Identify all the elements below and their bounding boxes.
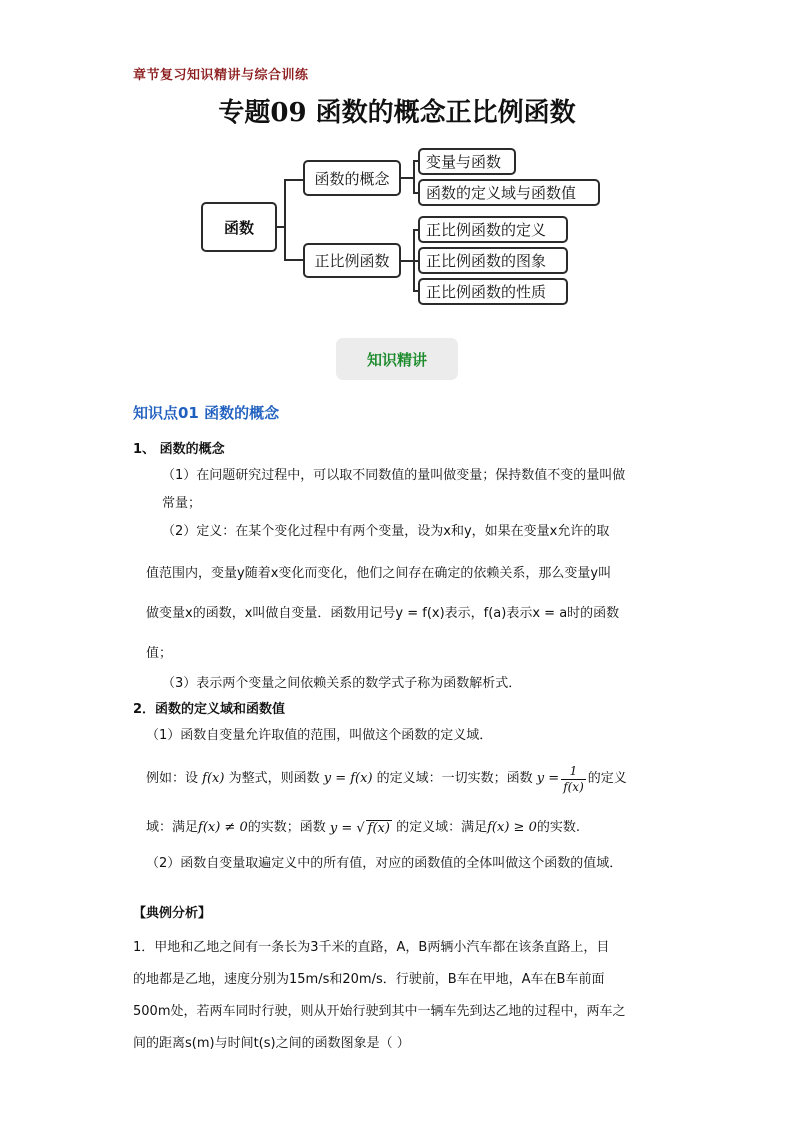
item-title: 1、 函数的概念 — [133, 442, 225, 457]
paragraph-line: （2）函数自变量取遍定义中的所有值，对应的函数值的全体叫做这个函数的值域． — [146, 856, 623, 871]
section-badge: 知识精讲 — [336, 338, 458, 380]
paragraph-line: （1）函数自变量允许取值的范围，叫做这个函数的定义域． — [146, 728, 493, 743]
mindmap-leaf-proportional-definition: 正比例函数的定义 — [418, 216, 568, 243]
math-formula: y = — [532, 771, 560, 787]
knowledge-point-heading: 知识点01 函数的概念 — [133, 404, 280, 422]
example-text: 的实数；函数 — [247, 820, 326, 836]
mindmap-leaf-variable-and-function: 变量与函数 — [418, 148, 516, 175]
example-line — [146, 758, 666, 800]
question-line: 间的距离s(m)与时间t(s)之间的函数图象是（ ） — [133, 1036, 410, 1051]
mindmap-connector — [413, 160, 415, 193]
mindmap-leaf-domain-and-value: 函数的定义域与函数值 — [418, 179, 600, 206]
math-formula: y = √ f(x) — [325, 820, 390, 836]
paragraph-line: 值； — [146, 646, 173, 661]
mindmap-branch-function-concept: 函数的概念 — [303, 160, 401, 196]
paragraph-line: 常量； — [162, 496, 202, 511]
page-title: 专题09 函数的概念正比例函数 — [218, 98, 576, 128]
mindmap-leaf-proportional-graph: 正比例函数的图象 — [418, 247, 568, 274]
question-line: 500m处，若两车同时行驶，则从开始行驶到其中一辆车先到达乙地的过程中，两车之 — [133, 1004, 626, 1019]
paragraph-line: 做变量x的函数，x叫做自变量．函数用记号y = f(x)表示，f(a)表示x = a时的函数 — [146, 606, 620, 621]
example-text: 为整式，则函数 — [228, 771, 320, 787]
paragraph-line: 值范围内，变量y随着x变化而变化，他们之间存在确定的依赖关系，那么变量y叫 — [146, 566, 612, 581]
example-text: 域：满足 — [146, 820, 199, 836]
mindmap-branch-proportional-function: 正比例函数 — [303, 243, 401, 278]
mindmap-leaf-proportional-properties: 正比例函数的性质 — [418, 278, 568, 305]
example-text: 的定义 — [587, 771, 627, 787]
mindmap-connector — [284, 179, 286, 261]
paragraph-line: （3）表示两个变量之间依赖关系的数学式子称为函数解析式． — [162, 676, 522, 691]
example-text: 的实数. — [536, 820, 580, 836]
example-text: 例如：设 — [146, 771, 199, 787]
math-formula: f(x) — [198, 771, 229, 787]
chapter-tag: 章节复习知识精讲与综合训练 — [133, 68, 309, 83]
mindmap-root: 函数 — [201, 202, 277, 252]
paragraph-line: （1）在问题研究过程中，可以取不同数值的量叫做变量；保持数值不变的量叫做 — [162, 468, 626, 483]
mindmap-connector — [284, 179, 304, 181]
math-formula: f(x) ≥ 0 — [487, 820, 537, 836]
example-line — [146, 816, 666, 840]
example-text: 的定义域：一切实数；函数 — [376, 771, 533, 787]
example-heading: 【典例分析】 — [133, 906, 212, 921]
question-line: 1．甲地和乙地之间有一条长为3千米的直路，A，B两辆小汽车都在该条直路上，目 — [133, 940, 610, 955]
math-fraction: $\frac{1}{f(x)}$ — [563, 764, 584, 794]
question-line: 的地都是乙地，速度分别为15m/s和20m/s．行驶前，B车在甲地，A车在B车前面 — [133, 972, 605, 987]
item-title: 2．函数的定义域和函数值 — [133, 702, 286, 717]
math-formula: y = f(x) — [319, 771, 377, 787]
math-formula: f(x) ≠ 0 — [198, 820, 248, 836]
mindmap-connector — [284, 259, 304, 261]
paragraph-line: （2）定义：在某个变化过程中有两个变量，设为x和y，如果在变量x允许的取 — [162, 524, 610, 539]
example-text: 的定义域：满足 — [396, 820, 488, 836]
